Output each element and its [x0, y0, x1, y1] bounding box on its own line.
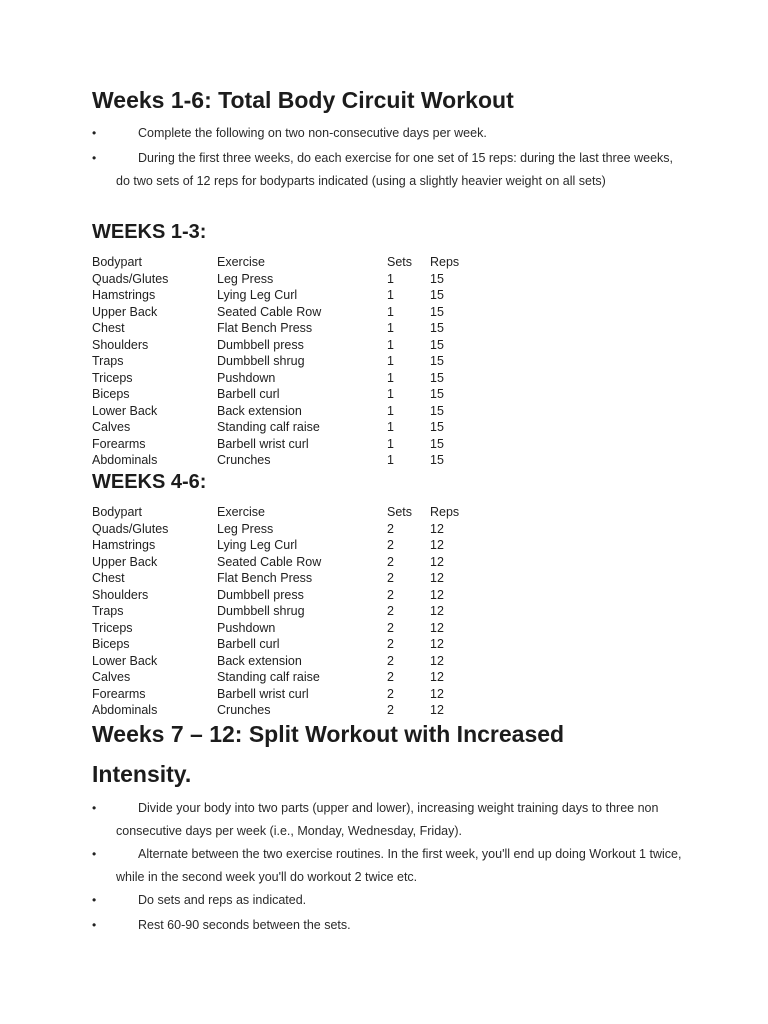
cell-sets: 2 — [387, 538, 394, 552]
cell-reps: 12 — [430, 538, 444, 552]
bullet-icon: • — [92, 151, 97, 165]
cell-bodypart: Abdominals — [92, 453, 158, 467]
bullet-item — [0, 147, 686, 193]
cell-reps: 12 — [430, 521, 444, 536]
cell-exercise: Crunches — [217, 703, 271, 717]
table-header-row — [92, 254, 470, 271]
heading-weeks-1-3: WEEKS 1-3: — [92, 221, 207, 243]
table-row — [92, 304, 470, 321]
cell-exercise: Crunches — [217, 453, 271, 467]
cell-bodypart: Biceps — [92, 637, 130, 651]
cell-sets: 2 — [387, 653, 394, 668]
cell-sets: 2 — [387, 587, 394, 602]
table-row — [92, 636, 470, 653]
table-row — [92, 603, 470, 620]
bullet-text: Alternate between the two exercise routines. In the first week, you'll end up doing Workout 1 twice, while in the second week you'll do workout 2 twice etc. — [116, 847, 682, 884]
cell-reps: 12 — [430, 653, 444, 668]
cell-exercise: Flat Bench Press — [217, 571, 313, 585]
table-row — [92, 419, 470, 436]
bullet-item — [0, 797, 686, 843]
cell-bodypart: Chest — [92, 571, 125, 585]
cell-reps: 12 — [430, 571, 444, 585]
cell-reps: 15 — [430, 337, 444, 352]
cell-bodypart: Shoulders — [92, 587, 149, 602]
cell-sets: 2 — [387, 703, 394, 717]
column-header: Reps — [430, 255, 460, 269]
cell-sets: 2 — [387, 637, 394, 651]
cell-exercise: Seated Cable Row — [217, 554, 322, 569]
cell-exercise: Lying Leg Curl — [217, 538, 298, 552]
cell-bodypart: Upper Back — [92, 304, 158, 319]
cell-sets: 2 — [387, 571, 394, 585]
cell-sets: 1 — [387, 354, 394, 368]
table-row — [92, 570, 470, 587]
cell-exercise: Back extension — [217, 653, 302, 668]
cell-reps: 15 — [430, 403, 444, 418]
cell-bodypart: Triceps — [92, 370, 133, 385]
cell-exercise: Barbell wrist curl — [217, 686, 309, 701]
table-row — [92, 287, 470, 304]
cell-bodypart: Biceps — [92, 387, 130, 401]
bullet-text: During the first three weeks, do each exercise for one set of 15 reps: during the last three weeks, do two sets of 12 reps for bodyparts indicated (using a slightly heavier weight on all sets) — [116, 151, 674, 188]
cell-sets: 2 — [387, 521, 394, 536]
column-header: Bodypart — [92, 255, 143, 269]
column-header: Sets — [387, 255, 413, 269]
heading-weeks-4-6: WEEKS 4-6: — [92, 471, 207, 493]
cell-bodypart: Calves — [92, 670, 131, 684]
cell-sets: 1 — [387, 337, 394, 352]
cell-exercise: Barbell wrist curl — [217, 436, 309, 451]
bullet-text: Divide your body into two parts (upper and lower), increasing weight training days to three non consecutive days per week (i.e., Monday, Wednesday, Friday). — [116, 801, 659, 838]
cell-reps: 12 — [430, 670, 444, 684]
table-weeks-1-3 — [92, 254, 470, 469]
column-header: Bodypart — [92, 505, 143, 519]
table-header-row — [92, 504, 470, 521]
cell-exercise: Barbell curl — [217, 387, 280, 401]
cell-sets: 1 — [387, 321, 394, 335]
table-row — [92, 521, 470, 538]
cell-reps: 15 — [430, 420, 444, 434]
cell-reps: 15 — [430, 321, 444, 335]
cell-sets: 2 — [387, 554, 394, 569]
cell-sets: 2 — [387, 670, 394, 684]
column-header: Reps — [430, 505, 460, 519]
cell-reps: 15 — [430, 288, 444, 302]
column-header: Exercise — [217, 255, 265, 269]
cell-exercise: Standing calf raise — [217, 670, 320, 684]
cell-reps: 12 — [430, 620, 444, 635]
bullet-text: Complete the following on two non-consecutive days per week. — [138, 126, 487, 140]
cell-sets: 1 — [387, 304, 394, 319]
cell-exercise: Dumbbell shrug — [217, 354, 305, 368]
cell-exercise: Barbell curl — [217, 637, 280, 651]
cell-sets: 2 — [387, 686, 394, 701]
cell-exercise: Pushdown — [217, 620, 276, 635]
cell-reps: 12 — [430, 686, 444, 701]
cell-sets: 1 — [387, 453, 394, 467]
section-title-weeks-1-6: Weeks 1-6: Total Body Circuit Workout — [92, 87, 514, 113]
table-row — [92, 452, 470, 469]
cell-bodypart: Abdominals — [92, 703, 158, 717]
cell-sets: 1 — [387, 288, 394, 302]
cell-exercise: Dumbbell press — [217, 337, 304, 352]
cell-bodypart: Hamstrings — [92, 538, 156, 552]
cell-exercise: Pushdown — [217, 370, 276, 385]
cell-bodypart: Hamstrings — [92, 288, 156, 302]
bullet-item — [0, 843, 686, 889]
table-row — [92, 386, 470, 403]
column-header: Sets — [387, 505, 413, 519]
cell-reps: 12 — [430, 587, 444, 602]
bullet-icon: • — [92, 801, 97, 815]
bullet-item — [0, 122, 686, 145]
cell-bodypart: Triceps — [92, 620, 133, 635]
cell-reps: 12 — [430, 703, 444, 717]
cell-reps: 15 — [430, 387, 444, 401]
cell-reps: 15 — [430, 453, 444, 467]
table-row — [92, 337, 470, 354]
column-header: Exercise — [217, 505, 265, 519]
table-row — [92, 686, 470, 703]
cell-sets: 1 — [387, 420, 394, 434]
cell-bodypart: Forearms — [92, 686, 146, 701]
cell-sets: 1 — [387, 387, 394, 401]
cell-bodypart: Quads/Glutes — [92, 521, 169, 536]
cell-exercise: Standing calf raise — [217, 420, 320, 434]
cell-exercise: Seated Cable Row — [217, 304, 322, 319]
bullet-icon: • — [92, 893, 97, 907]
cell-sets: 1 — [387, 436, 394, 451]
cell-bodypart: Shoulders — [92, 337, 149, 352]
table-row — [92, 271, 470, 288]
cell-bodypart: Chest — [92, 321, 125, 335]
cell-reps: 15 — [430, 354, 444, 368]
cell-exercise: Dumbbell press — [217, 587, 304, 602]
cell-sets: 1 — [387, 403, 394, 418]
cell-sets: 2 — [387, 620, 394, 635]
cell-reps: 12 — [430, 637, 444, 651]
table-row — [92, 320, 470, 337]
cell-reps: 15 — [430, 304, 444, 319]
table-row — [92, 537, 470, 554]
cell-exercise: Leg Press — [217, 271, 274, 286]
cell-exercise: Flat Bench Press — [217, 321, 313, 335]
bullet-item — [0, 889, 686, 912]
bullet-item — [0, 914, 686, 937]
cell-reps: 15 — [430, 436, 444, 451]
cell-sets: 2 — [387, 604, 394, 618]
cell-bodypart: Traps — [92, 604, 124, 618]
cell-sets: 1 — [387, 271, 394, 286]
cell-exercise: Dumbbell shrug — [217, 604, 305, 618]
cell-bodypart: Lower Back — [92, 653, 158, 668]
table-row — [92, 403, 470, 420]
cell-bodypart: Calves — [92, 420, 131, 434]
table-row — [92, 436, 470, 453]
table-row — [92, 653, 470, 670]
cell-bodypart: Upper Back — [92, 554, 158, 569]
bullet-icon: • — [92, 847, 97, 861]
bullet-text: Rest 60-90 seconds between the sets. — [138, 918, 351, 932]
table-row — [92, 669, 470, 686]
cell-reps: 15 — [430, 370, 444, 385]
table-row — [92, 554, 470, 571]
bullet-icon: • — [92, 126, 97, 140]
cell-exercise: Lying Leg Curl — [217, 288, 298, 302]
table-row — [92, 353, 470, 370]
section-title-weeks-7-12: Weeks 7 – 12: Split Workout with Increased — [92, 721, 565, 747]
table-row — [92, 587, 470, 604]
cell-reps: 12 — [430, 604, 444, 618]
section-title-weeks-7-12-cont: Intensity. — [92, 761, 192, 787]
cell-exercise: Back extension — [217, 403, 302, 418]
table-weeks-4-6 — [92, 504, 470, 719]
cell-exercise: Leg Press — [217, 521, 274, 536]
bullet-icon: • — [92, 918, 97, 932]
table-row — [92, 620, 470, 637]
cell-sets: 1 — [387, 370, 394, 385]
bullet-text: Do sets and reps as indicated. — [138, 893, 307, 907]
cell-reps: 12 — [430, 554, 444, 569]
table-row — [92, 370, 470, 387]
cell-reps: 15 — [430, 271, 444, 286]
cell-bodypart: Quads/Glutes — [92, 271, 169, 286]
intro-bullet-list — [0, 122, 768, 193]
cell-bodypart: Traps — [92, 354, 124, 368]
split-workout-bullet-list — [0, 797, 768, 937]
cell-bodypart: Lower Back — [92, 403, 158, 418]
cell-bodypart: Forearms — [92, 436, 146, 451]
